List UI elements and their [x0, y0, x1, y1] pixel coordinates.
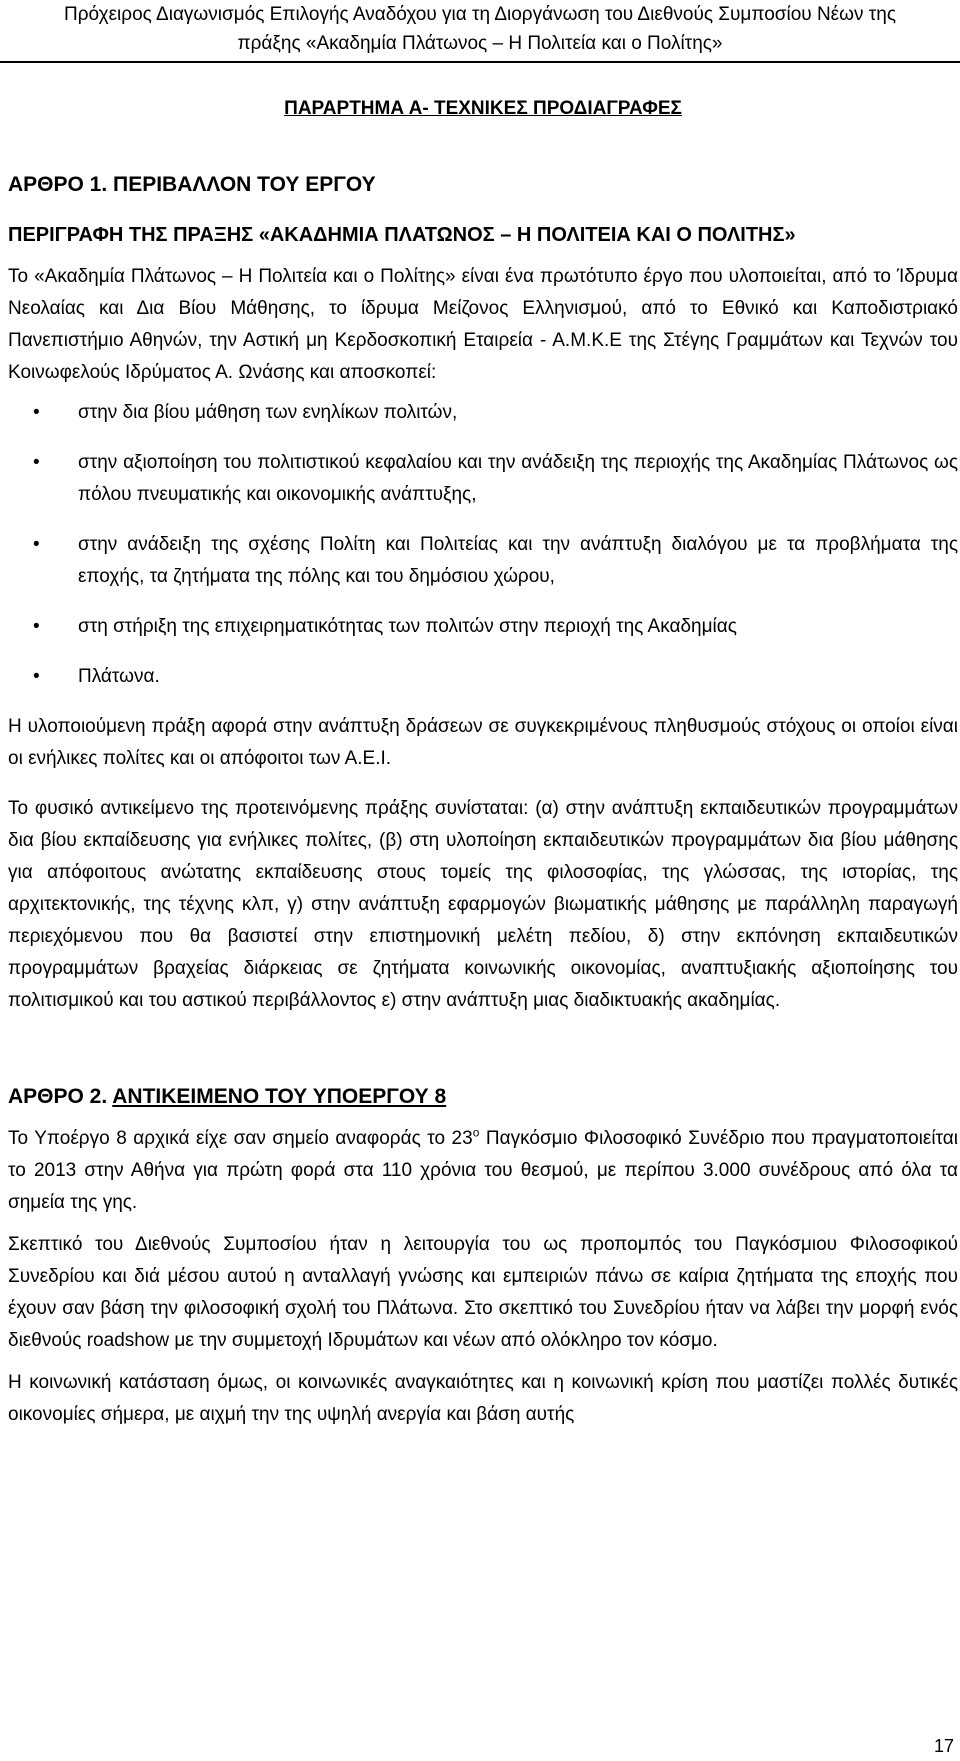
- article-1-intro: Το «Ακαδημία Πλάτωνος – Η Πολιτεία και ο Πολίτης» είναι ένα πρωτότυπο έργο που υλοποιείται, από το Ίδρυμα Νεολαίας και Δια Βίου Μάθησης, το ίδρυμα Μείζονος Ελληνισμού, από το Εθνικό και Καποδιστριακό Πανεπιστήμιο Αθηνών, την Αστική μη Κερδοσκοπική Εταιρεία - Α.Μ.Κ.Ε της Στέγης Γραμμάτων και Τεχνών του Κοινωφελούς Ιδρύματος Α. Ωνάσης και αποσκοπεί:: [8, 266, 958, 383]
- list-item-text: Πλάτωνα.: [78, 666, 160, 687]
- ordinal-superscript: ο: [472, 1125, 480, 1140]
- header-line-2: πράξης «Ακαδημία Πλάτωνος – Η Πολιτεία και ο Πολίτης»: [237, 33, 723, 54]
- annex-heading: ΤΕΧΝΙΚΕΣ ΠΡΟΔΙΑΓΡΑΦΕΣ: [433, 98, 682, 119]
- list-item: [8, 661, 958, 693]
- bullet-icon: •: [33, 452, 40, 473]
- list-item-text: στην δια βίου μάθηση των ενηλίκων πολιτών,: [78, 402, 458, 423]
- list-item: [8, 529, 958, 593]
- page-header: [0, 0, 960, 58]
- document-body: [8, 93, 958, 1431]
- bullet-icon: •: [33, 666, 40, 687]
- header-divider: [0, 61, 960, 63]
- list-item: [8, 611, 958, 643]
- article-2-heading: ΑΝΤΙΚΕΙΜΕΝΟ ΤΟΥ ΥΠΟΕΡΓΟΥ 8: [112, 1085, 447, 1108]
- annex-prefix: ΠΑΡΑΡΤΗΜΑ Α-: [284, 98, 434, 119]
- article-2-paragraph-3: Η κοινωνική κατάσταση όμως, οι κοινωνικές αναγκαιότητες και η κοινωνική κρίση που μαστίζει πολλές δυτικές οικονομίες σήμερα, με αιχμή την της υψηλή ανεργία και βάση αυτής: [8, 1372, 958, 1425]
- header-line-1: Πρόχειρος Διαγωνισμός Επιλογής Αναδόχου για τη Διοργάνωση του Διεθνούς Συμποσίου Νέων της: [64, 4, 896, 25]
- article-2-paragraph-1-start: Το Υποέργο 8 αρχικά είχε σαν σημείο αναφοράς το 23: [8, 1128, 473, 1149]
- bullet-icon: •: [33, 616, 40, 637]
- article-1-paragraph-3: Το φυσικό αντικείμενο της προτεινόμενης πράξης συνίσταται: (α) στην ανάπτυξη εκπαιδευτικών προγραμμάτων δια βίου εκπαίδευσης για ενήλικες πολίτες, (β) στη υλοποίηση εκπαιδευτικών προγραμμάτων δια βίου μάθησης για απόφοιτους ανώτατης εκπαίδευσης στους τομείς της φιλοσοφίας, της γλώσσας, της ιστορίας, της αρχιτεκτονικής, της τέχνης κλπ, γ) στην ανάπτυξη εφαρμογών βιωματικής μάθησης με παράλληλη παραγωγή περιεχόμενου που θα βασιστεί στην επιστημονική μελέτη πεδίου, δ) στην εκπόνηση εκπαιδευτικών προγραμμάτων βραχείας διάρκειας σε ζητήματα κοινωνικής οικονομίας, αναπτυξιακής αξιοποίησης του πολιτισμικού και του αστικού περιβάλλοντος ε) στην ανάπτυξη μιας διαδικτυακής ακαδημίας.: [8, 798, 958, 1011]
- article-2-paragraph-1-end: Παγκόσμιο Φιλοσοφικό Συνέδριο που πραγματοποιείται το 2013 στην Αθήνα για πρώτη φορά στα 110 χρόνια του θεσμού, με περίπου 3.000 συνέδρους από όλα τα σημεία της γης.: [8, 1128, 958, 1213]
- list-item: [8, 447, 958, 511]
- list-item: [8, 397, 958, 429]
- article-2-title: [8, 1081, 958, 1113]
- list-item-text: στην ανάδειξη της σχέσης Πολίτη και Πολιτείας και την ανάπτυξη διαλόγου με τα προβλήματα της εποχής, τα ζητήματα της πόλης και του δημόσιου χώρου,: [78, 534, 958, 587]
- page-number: 17: [933, 1736, 954, 1756]
- bullet-icon: •: [33, 534, 40, 555]
- article-1-paragraph-2: Η υλοποιούμενη πράξη αφορά στην ανάπτυξη δράσεων σε συγκεκριμένους πληθυσμούς στόχους οι οποίοι είναι οι ενήλικες πολίτες και οι απόφοιτοι των Α.Ε.Ι.: [8, 716, 958, 769]
- article-2-paragraph-1: [8, 1123, 958, 1219]
- article-2-paragraph-2: Σκεπτικό του Διεθνούς Συμποσίου ήταν η λειτουργία του ως προπομπός του Παγκόσμιου Φιλοσοφικού Συνεδρίου και διά μέσου αυτού η ανταλλαγή γνώσης και εμπειριών πάνω σε καίρια ζητήματα της εποχής που έχουν σαν βάση την φιλοσοφική σχολή του Πλάτωνα. Στο σκεπτικό του Συνεδρίου ήταν να λάβει την μορφή ενός διεθνούς roadshow με την συμμετοχή Ιδρυμάτων και νέων από ολόκληρο τον κόσμο.: [8, 1234, 958, 1351]
- objectives-list: [8, 397, 958, 693]
- article-1-title: ΑΡΘΡΟ 1. ΠΕΡΙΒΑΛΛΟΝ ΤΟΥ ΕΡΓΟΥ: [8, 173, 376, 196]
- list-item-text: στη στήριξη της επιχειρηματικότητας των πολιτών στην περιοχή της Ακαδημίας: [78, 616, 737, 637]
- article-2-prefix: ΑΡΘΡΟ 2.: [8, 1085, 113, 1108]
- bullet-icon: •: [33, 402, 40, 423]
- article-1-subtitle: ΠΕΡΙΓΡΑΦΗ ΤΗΣ ΠΡΑΞΗΣ «ΑΚΑΔΗΜΙΑ ΠΛΑΤΩΝΟΣ – Η ΠΟΛΙΤΕΙΑ ΚΑΙ Ο ΠΟΛΙΤΗΣ»: [8, 224, 796, 246]
- annex-title: [8, 93, 958, 125]
- list-item-text: στην αξιοποίηση του πολιτιστικού κεφαλαίου και την ανάδειξη της περιοχής της Ακαδημίας Πλάτωνος ως πόλου πνευματικής και οικονομικής ανάπτυξης,: [78, 452, 958, 505]
